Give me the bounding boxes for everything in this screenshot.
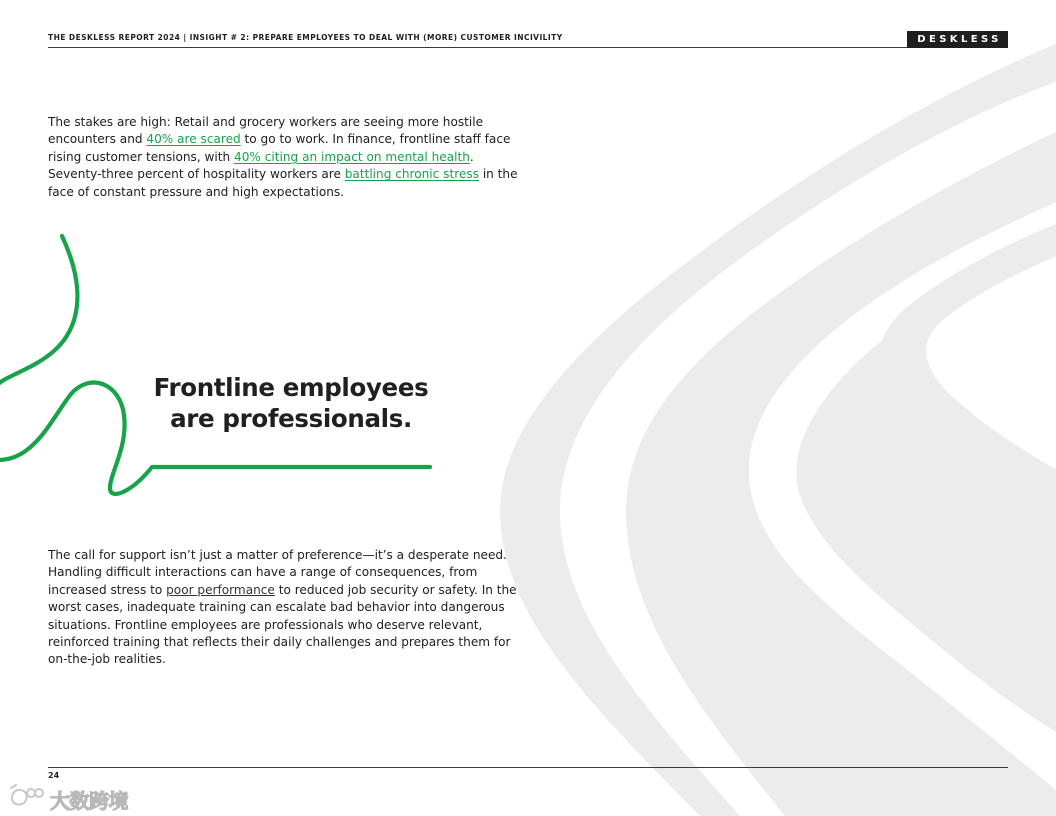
- green-curved-line-art: [0, 230, 440, 510]
- running-header: THE DESKLESS REPORT 2024 | INSIGHT # 2: PREPARE EMPLOYEES TO DEAL WITH (MORE) CUSTOMER INCIVILITY: [48, 33, 563, 42]
- chronic-stress-link[interactable]: battling chronic stress: [344, 167, 479, 182]
- page-number: 24: [48, 771, 60, 780]
- scared-stat-link[interactable]: 40% are scared: [146, 132, 241, 147]
- poor-performance-link[interactable]: poor performance: [166, 582, 275, 597]
- mental-health-stat-link[interactable]: 40% citing an impact on mental health: [234, 149, 470, 164]
- pullquote-line-1: Frontline employees: [153, 373, 429, 402]
- stakes-paragraph: [48, 114, 518, 201]
- pullquote-line-2: are professionals.: [170, 404, 412, 433]
- deskless-logo: DESKLESS: [907, 31, 1008, 48]
- footer-divider: [48, 767, 1008, 768]
- support-paragraph: [48, 547, 518, 669]
- paragraph-text: in the face of constant pressure and high expectations.: [48, 167, 518, 199]
- paragraph-text: . Seventy-three percent of hospitality workers are: [48, 149, 474, 182]
- watermark-text: 大数跨境: [50, 789, 128, 813]
- paragraph-text: The stakes are high: Retail and grocery workers are seeing more hostile encounters and: [48, 115, 484, 147]
- watermark: [8, 784, 148, 813]
- pullquote-heading: [150, 372, 432, 434]
- paragraph-text: to go to work. In finance, frontline staff face rising customer tensions, with: [48, 132, 511, 164]
- header-divider: [48, 47, 1008, 48]
- paragraph-text: to reduced job security or safety. In the worst cases, inadequate training can escalate bad behavior into dangerous situations. Frontline employees are professionals who deserve relevant, reinforced training that reflects their daily challenges and prepares them for on-the-job realities.: [48, 582, 517, 667]
- watermark-logo-icon: [8, 784, 46, 810]
- paragraph-text: The call for support isn’t just a matter of preference—it’s a desperate need. Handling difficult interactions can have a range of consequences, from increased stress to: [48, 548, 507, 597]
